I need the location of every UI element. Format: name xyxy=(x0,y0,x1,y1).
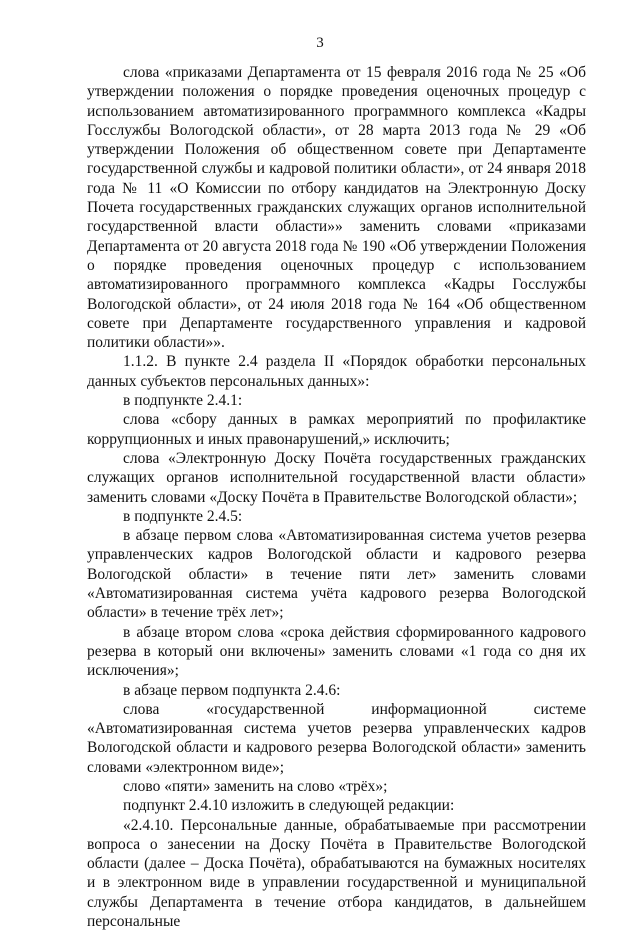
paragraph-second-abzac: в абзаце втором слова «срока действия сформированного кадрового резерва в который они включены» заменить словами «1 года со дня их исключения»; xyxy=(87,623,586,680)
paragraph-clause-1-1-2: 1.1.2. В пункте 2.4 раздела II «Порядок обработки персональных данных субъектов персональных данных»: xyxy=(87,353,586,390)
paragraph-amendment-orders: слова «приказами Департамента от 15 февраля 2016 года № 25 «Об утверждении положения о порядке проведения оценочных процедур с использованием автоматизированного программного комплекса «Кадры Госслужбы Вологодской области», от 28 марта 2013 года № 29 «Об утверждении Положения об общественном совете при Департаменте государственной службы и кадровой политики области», от 24 января 2018 года № 11 «О Комиссии по отбору кандидатов на Электронную Доску Почета государственных гражданских служащих органов исполнительной государственной власти области»» заменить словами «приказами Департамента от 20 августа 2018 года № 190 «Об утверждении Положения о порядке проведения оценочных процедур с использованием автоматизированного программного комплекса «Кадры Госслужбы Вологодской области», от 24 июля 2018 года № 164 «Об общественном совете при Департаменте государственного управления и кадровой политики области»». xyxy=(87,64,586,352)
paragraph-subclause-2-4-5: в подпункте 2.4.5: xyxy=(123,507,243,525)
page-number: 3 xyxy=(316,35,324,51)
paragraph-subclause-2-4-6: в абзаце первом подпункта 2.4.6: xyxy=(123,681,341,699)
paragraph-new-wording: «2.4.10. Персональные данные, обрабатываемые при рассмотрении вопроса о занесении на Доску Почёта в Правительстве Вологодской области (далее – Доска Почёта), обрабатываются на бумажных носителях и в электронном виде в управлении государственной и муниципальной службы Департамента в течение отбора кандидатов, в дальнейшем персональные xyxy=(87,816,586,931)
paragraph-replace-system: слова «государственной информационной системе «Автоматизированная система учетов резерва управленческих кадров Вологодской области и кадрового резерва Вологодской области» заменить словами «электронном виде»; xyxy=(87,700,586,776)
document-body xyxy=(87,63,586,931)
paragraph-exclude-words: слова «сбору данных в рамках мероприятий по профилактике коррупционных и иных правонарушений,» исключить; xyxy=(87,411,586,448)
paragraph-replace-five: слово «пяти» заменить на слово «трёх»; xyxy=(123,777,388,795)
paragraph-replace-board: слова «Электронную Доску Почёта государственных гражданских служащих органов исполнительной государственной власти области» заменить словами «Доску Почёта в Правительстве Вологодской области»; xyxy=(87,449,586,506)
paragraph-first-abzac: в абзаце первом слова «Автоматизированная система учетов резерва управленческих кадров Вологодской области и кадрового резерва Вологодской области» в течение пяти лет» заменить словами «Автоматизированная система учёта кадрового резерва Вологодской области» в течение трёх лет»; xyxy=(87,527,586,622)
paragraph-subclause-2-4-10: подпункт 2.4.10 изложить в следующей редакции: xyxy=(123,797,455,815)
paragraph-subclause-2-4-1: в подпункте 2.4.1: xyxy=(123,392,243,410)
